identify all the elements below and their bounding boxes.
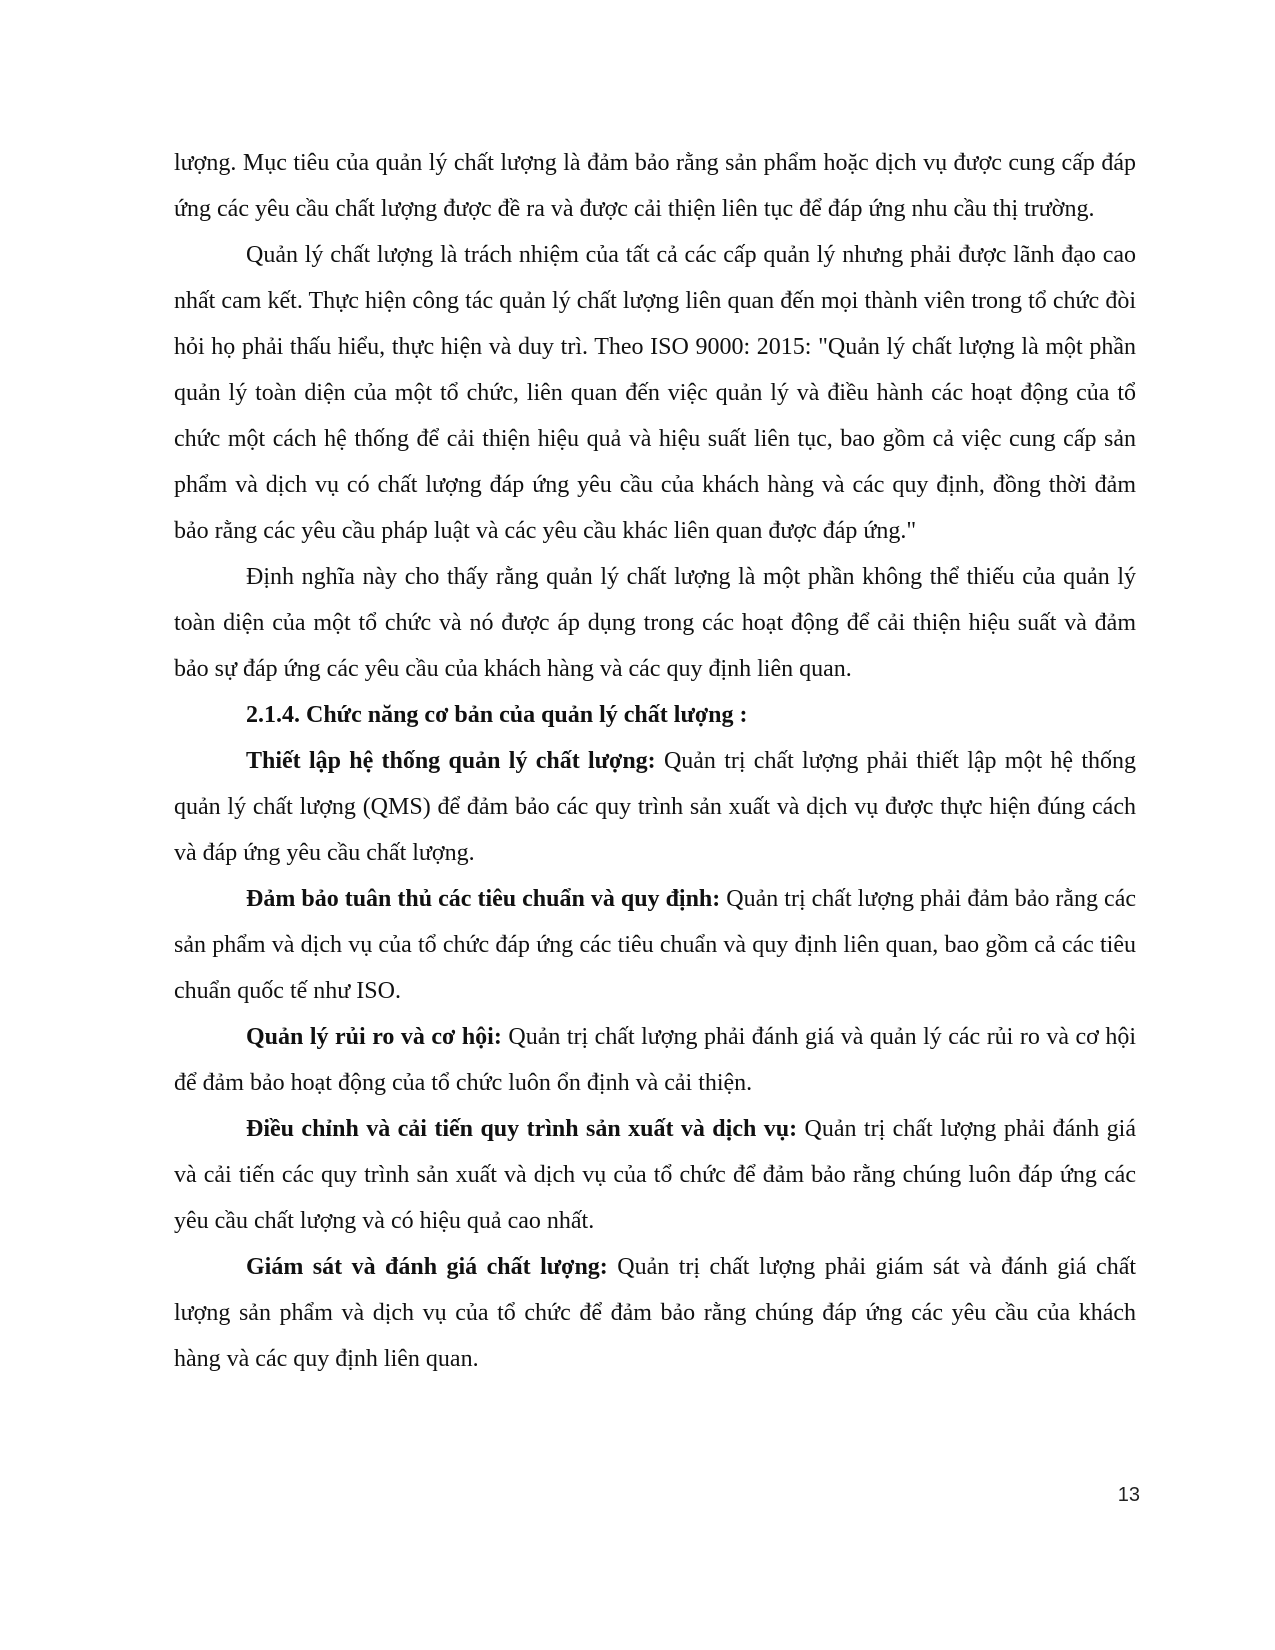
function-paragraph xyxy=(174,1014,1136,1106)
function-text: Quản trị chất lượng phải đảm bảo rằng các sản phẩm và dịch vụ của tổ chức đáp ứng các tiêu chuẩn và quy định liên quan, bao gồm cả các tiêu chuẩn quốc tế như ISO. xyxy=(174,886,1137,1004)
function-paragraph xyxy=(174,1106,1136,1244)
function-text: Quản trị chất lượng phải đánh giá và quản lý các rủi ro và cơ hội để đảm bảo hoạt động của tổ chức luôn ổn định và cải thiện. xyxy=(174,1024,1136,1096)
function-paragraph xyxy=(174,738,1136,876)
function-title: Quản lý rủi ro và cơ hội: xyxy=(246,1024,502,1050)
paragraph-definition-summary: Định nghĩa này cho thấy rằng quản lý chất lượng là một phần không thể thiếu của quản lý toàn diện của một tổ chức và nó được áp dụng trong các hoạt động để cải thiện hiệu suất và đảm bảo sự đáp ứng các yêu cầu của khách hàng và các quy định liên quan. xyxy=(174,564,1136,682)
function-title: Điều chỉnh và cải tiến quy trình sản xuất và dịch vụ: xyxy=(246,1116,798,1142)
paragraph-quality-management-responsibility: Quản lý chất lượng là trách nhiệm của tất cả các cấp quản lý nhưng phải được lãnh đạo cao nhất cam kết. Thực hiện công tác quản lý chất lượng liên quan đến mọi thành viên trong tổ chức đòi hỏi họ phải thấu hiểu, thực hiện và duy trì. Theo ISO 9000: 2015: "Quản lý chất lượng là một phần quản lý toàn diện của một tổ chức, liên quan đến việc quản lý và điều hành các hoạt động của tổ chức một cách hệ thống để cải thiện hiệu quả và hiệu suất liên tục, bao gồm cả việc cung cấp sản phẩm và dịch vụ có chất lượng đáp ứng yêu cầu của khách hàng và các quy định, đồng thời đảm bảo rằng các yêu cầu pháp luật và các yêu cầu khác liên quan được đáp ứng." xyxy=(174,242,1136,544)
page-number: 13 xyxy=(1117,1484,1140,1506)
function-paragraph xyxy=(174,876,1136,1014)
function-title: Giám sát và đánh giá chất lượng: xyxy=(246,1254,608,1280)
function-text: Quản trị chất lượng phải thiết lập một hệ thống quản lý chất lượng (QMS) để đảm bảo các quy trình sản xuất và dịch vụ được thực hiện đúng cách và đáp ứng yêu cầu chất lượng. xyxy=(174,748,1136,866)
function-text: Quản trị chất lượng phải đánh giá và cải tiến các quy trình sản xuất và dịch vụ của tổ chức để đảm bảo rằng chúng luôn đáp ứng các yêu cầu chất lượng và có hiệu quả cao nhất. xyxy=(174,1116,1136,1234)
function-text: Quản trị chất lượng phải giám sát và đánh giá chất lượng sản phẩm và dịch vụ của tổ chức để đảm bảo rằng chúng đáp ứng các yêu cầu của khách hàng và các quy định liên quan. xyxy=(174,1254,1137,1372)
paragraph-continuation: lượng. Mục tiêu của quản lý chất lượng là đảm bảo rằng sản phẩm hoặc dịch vụ được cung cấp đáp ứng các yêu cầu chất lượng được đề ra và được cải thiện liên tục để đáp ứng nhu cầu thị trường. xyxy=(174,150,1136,222)
page-body xyxy=(174,140,1136,1382)
function-paragraph xyxy=(174,1244,1136,1382)
function-title: Thiết lập hệ thống quản lý chất lượng: xyxy=(246,748,656,774)
section-heading: 2.1.4. Chức năng cơ bản của quản lý chất lượng : xyxy=(246,702,748,728)
function-title: Đảm bảo tuân thủ các tiêu chuẩn và quy định: xyxy=(246,886,721,912)
